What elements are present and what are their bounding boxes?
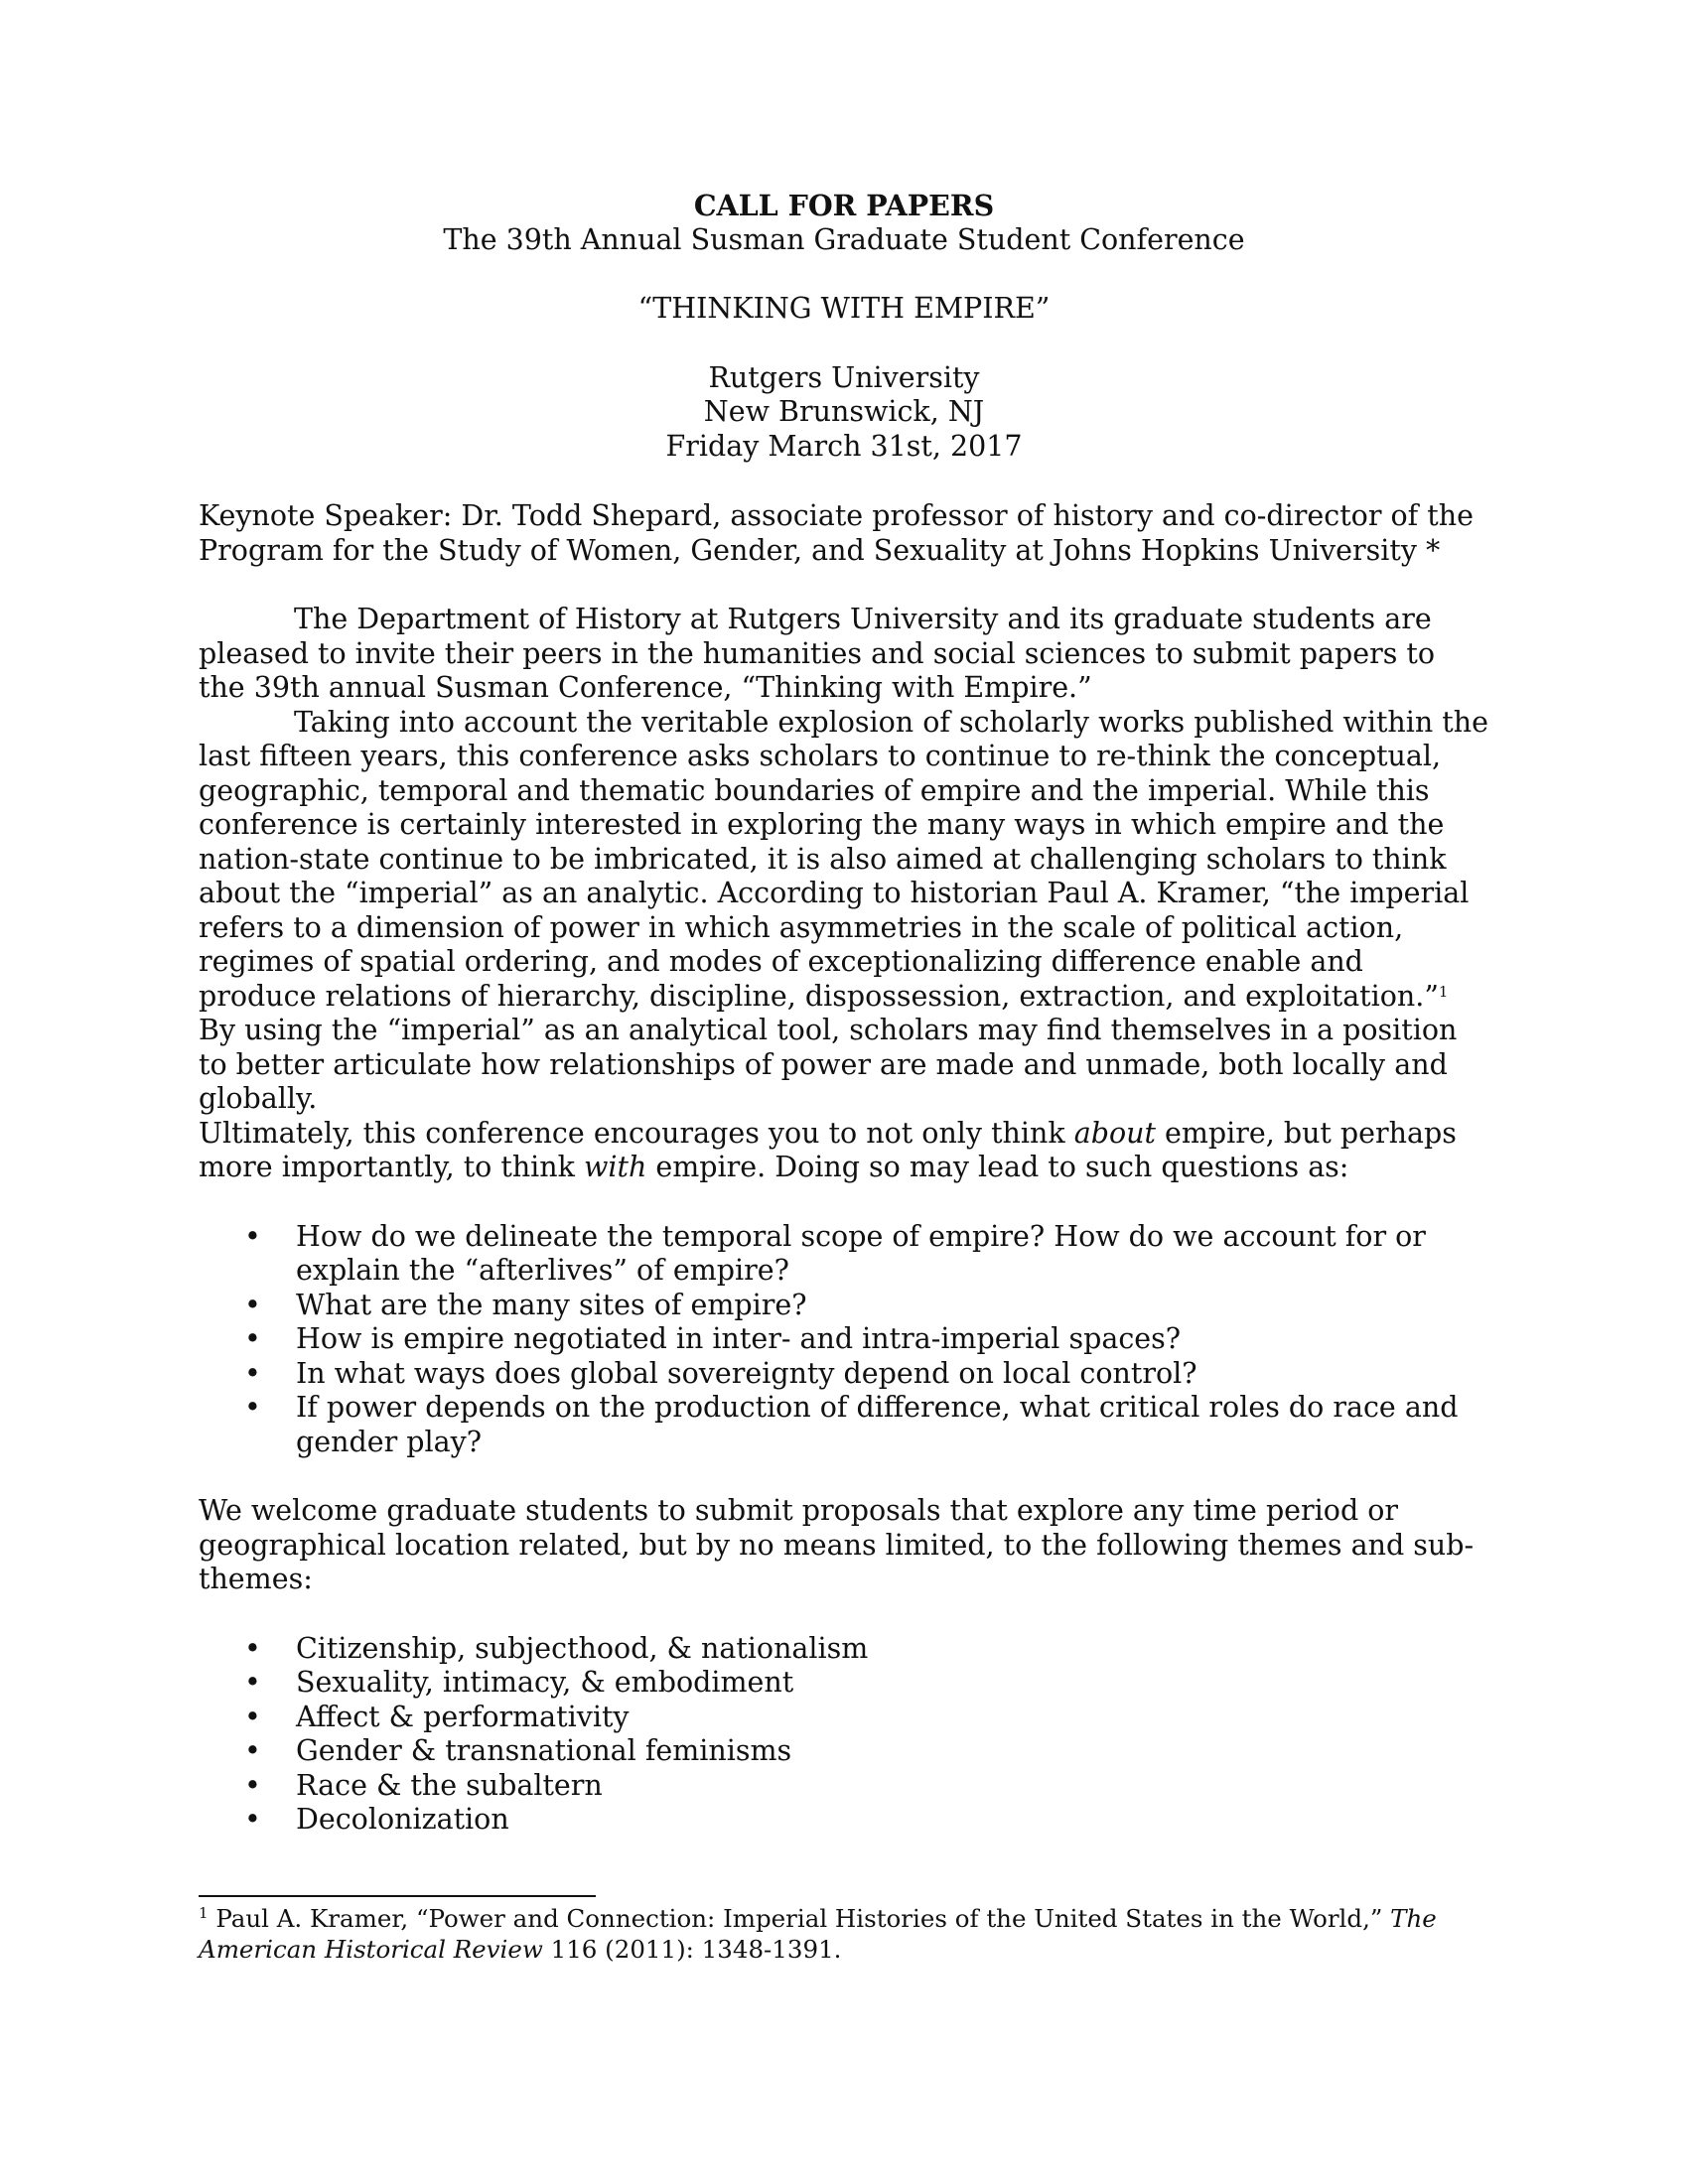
theme-text: Affect & performativity (296, 1700, 630, 1733)
theme-text: Sexuality, intimacy, & embodiment (296, 1666, 794, 1699)
footnote-text-a: Paul A. Kramer, “Power and Connection: Imperial Histories of the United States in the World,” (208, 1903, 1391, 1933)
intro-paragraph: The Department of History at Rutgers University and its graduate students are pleased to invite their peers in the humanities and social sciences to submit papers to the 39th annual Susman Conference, “Thinking with Empire.” (199, 603, 1436, 704)
bullet-icon: • (244, 1631, 261, 1665)
bullet-icon: • (244, 1322, 261, 1355)
footnote-ref: 1 (1438, 982, 1449, 1001)
themes-intro: We welcome graduate students to submit proposals that explore any time period or geographical location related, but by no means limited, to the following themes and sub-themes: (199, 1494, 1475, 1595)
document-page (199, 189, 1489, 1965)
list-item (199, 1666, 1489, 1701)
bullet-icon: • (244, 1734, 261, 1767)
footnote-journal-title: The American Historical Review (199, 1903, 1437, 1964)
closing-text-a: Ultimately, this conference encourages you to not only think (199, 1116, 1074, 1150)
closing-emphasis-with: with (583, 1151, 647, 1183)
conference-subtitle: The 39th Annual Susman Graduate Student Conference (443, 222, 1245, 256)
footnote (199, 1903, 1489, 1965)
keynote-speaker: Keynote Speaker: Dr. Todd Shepard, associate professor of history and co-director of the Program for the Study of Women, Gender, and Sexuality at Johns Hopkins University * (199, 499, 1474, 567)
list-item (199, 1391, 1489, 1459)
list-item (199, 1289, 1489, 1323)
themes-list (199, 1632, 1489, 1838)
list-item (199, 1803, 1489, 1838)
theme-text: Citizenship, subjecthood, & nationalism (296, 1631, 869, 1665)
list-item (199, 1701, 1489, 1735)
conference-theme: “THINKING WITH EMPIRE” (637, 292, 1051, 325)
closing-text-b: empire, but perhaps more importantly, to think (199, 1116, 1457, 1183)
bullet-icon: • (244, 1391, 261, 1424)
footnote-marker: 1 (199, 1903, 209, 1922)
closing-text-c: empire. Doing so may lead to such questions as: (646, 1151, 1349, 1183)
page-title: CALL FOR PAPERS (693, 189, 995, 222)
bullet-icon: • (244, 1288, 261, 1321)
theme-text: Gender & transnational feminisms (296, 1734, 792, 1767)
bullet-icon: • (244, 1803, 261, 1836)
list-item (199, 1322, 1489, 1357)
closing-emphasis-about: about (1073, 1116, 1156, 1150)
bullet-icon: • (244, 1219, 261, 1253)
footnote-text-b: 116 (2011): 1348-1391. (542, 1934, 842, 1964)
question-text: In what ways does global sovereignty depend on local control? (296, 1356, 1197, 1390)
question-text: How do we delineate the temporal scope of empire? How do we account for or explain the “afterlives” of empire? (296, 1219, 1426, 1287)
questions-list (199, 1220, 1489, 1460)
question-text: How is empire negotiated in inter- and intra-imperial spaces? (296, 1322, 1182, 1355)
venue-university: Rutgers University (708, 360, 980, 394)
venue-city: New Brunswick, NJ (703, 395, 985, 428)
list-item (199, 1769, 1489, 1804)
theme-text: Race & the subaltern (296, 1768, 603, 1802)
closing-paragraph (199, 1117, 1489, 1185)
analytic-paragraph-text-cont: By using the “imperial” as an analytical tool, scholars may find themselves in a position to better articulate how relationships of power are made and unmade, both locally and globally. (199, 1014, 1458, 1115)
list-item (199, 1357, 1489, 1392)
bullet-icon: • (244, 1768, 261, 1802)
bullet-icon: • (244, 1700, 261, 1733)
analytic-paragraph (199, 706, 1489, 1117)
bullet-icon: • (244, 1666, 261, 1699)
question-text: What are the many sites of empire? (296, 1288, 807, 1321)
question-text: If power depends on the production of difference, what critical roles do race and gender play? (296, 1391, 1459, 1458)
analytic-paragraph-text: Taking into account the veritable explosion of scholarly works published within the last fifteen years, this conference asks scholars to continue to re-think the conceptual, geographic, temporal and thematic boundaries of empire and the imperial. While this conference is certainly interested in exploring the many ways in which empire and the nation-state continue to be imbricated, it is also aimed at challenging scholars to think about the “imperial” as an analytic. According to historian Paul A. Kramer, “the imperial refers to a dimension of power in which asymmetries in the scale of political action, regimes of spatial ordering, and modes of exceptionalizing difference enable and produce relations of hierarchy, discipline, dispossession, extraction, and exploitation.” (199, 705, 1488, 1013)
conference-date: Friday March 31st, 2017 (665, 429, 1023, 463)
footnote-divider (199, 1895, 596, 1897)
list-item (199, 1632, 1489, 1667)
list-item (199, 1734, 1489, 1769)
bullet-icon: • (244, 1356, 261, 1390)
list-item (199, 1220, 1489, 1289)
theme-text: Decolonization (296, 1803, 509, 1836)
